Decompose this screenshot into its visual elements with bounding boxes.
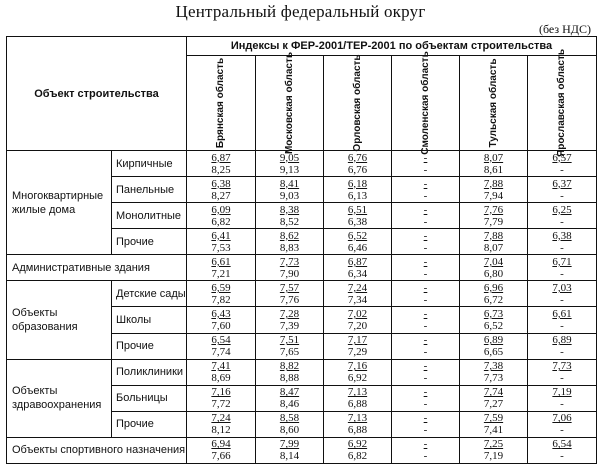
value-cell xyxy=(187,177,256,203)
value-bottom: 7,76 xyxy=(279,293,300,306)
value-top: 7,88 xyxy=(483,177,504,190)
value-top: 6,96 xyxy=(483,281,504,294)
subtype-label: Монолитные xyxy=(112,203,187,229)
value-bottom: 9,03 xyxy=(279,189,300,202)
value-bottom: 7,53 xyxy=(211,241,231,254)
value-cell xyxy=(256,229,324,255)
value-top: - xyxy=(423,151,428,164)
value-bottom: 6,80 xyxy=(483,267,504,280)
value-bottom: - xyxy=(560,163,564,176)
value-cell xyxy=(392,385,460,411)
value-top: 7,16 xyxy=(347,360,368,373)
value-bottom: 8,14 xyxy=(279,450,300,463)
table-body xyxy=(7,151,597,464)
vat-note: (без НДС) xyxy=(538,22,591,36)
value-bottom: - xyxy=(560,267,564,280)
region-header: Тульская область xyxy=(460,56,528,151)
value-cell xyxy=(392,281,460,307)
page-title: Центральный федеральный округ xyxy=(175,2,426,21)
value-cell xyxy=(256,177,324,203)
value-cell xyxy=(256,411,324,437)
table-row xyxy=(7,255,597,281)
value-bottom: 7,73 xyxy=(483,372,504,385)
value-cell xyxy=(256,307,324,333)
value-bottom: - xyxy=(560,320,564,332)
value-cell xyxy=(256,255,324,281)
value-top: - xyxy=(423,229,428,242)
value-bottom: 6,13 xyxy=(347,189,368,202)
value-cell xyxy=(187,385,256,411)
value-top: 9,05 xyxy=(279,151,300,164)
value-bottom: 8,46 xyxy=(279,398,300,411)
value-cell xyxy=(528,229,597,255)
value-top: 8,47 xyxy=(279,386,300,399)
value-cell xyxy=(460,281,528,307)
value-cell xyxy=(460,229,528,255)
group-label: Объекты образования xyxy=(7,281,112,359)
value-top: 6,57 xyxy=(552,151,572,164)
value-bottom: 8,69 xyxy=(211,372,231,385)
value-top: 6,54 xyxy=(211,334,231,347)
value-bottom: - xyxy=(423,267,428,280)
value-top: 6,41 xyxy=(211,229,231,242)
value-bottom: 7,90 xyxy=(279,267,300,280)
value-cell xyxy=(324,437,392,463)
value-bottom: 9,13 xyxy=(279,163,300,176)
value-bottom: 7,21 xyxy=(211,267,231,280)
value-top: 6,18 xyxy=(347,177,368,190)
value-cell xyxy=(324,255,392,281)
region-header: Орловская область xyxy=(324,56,392,151)
value-cell xyxy=(256,281,324,307)
value-bottom: - xyxy=(560,241,564,254)
value-cell xyxy=(460,177,528,203)
value-top: 6,89 xyxy=(552,334,572,347)
value-top: 6,37 xyxy=(552,177,572,190)
value-top: 7,73 xyxy=(279,255,300,268)
value-bottom: 7,74 xyxy=(211,346,231,359)
value-cell xyxy=(187,411,256,437)
value-top: 7,38 xyxy=(483,360,504,373)
value-top: 6,76 xyxy=(347,151,368,164)
value-top: 7,24 xyxy=(211,412,231,425)
value-bottom: - xyxy=(423,450,428,463)
value-bottom: - xyxy=(560,424,564,437)
value-top: 7,06 xyxy=(552,412,572,425)
value-bottom: 6,46 xyxy=(347,241,368,254)
value-bottom: 8,52 xyxy=(279,215,300,228)
value-cell xyxy=(460,203,528,229)
value-bottom: - xyxy=(560,398,564,411)
group-label: Объекты здравоохранения xyxy=(7,359,112,437)
value-cell xyxy=(187,281,256,307)
value-cell xyxy=(256,437,324,463)
value-bottom: 7,65 xyxy=(279,346,300,359)
value-top: 6,25 xyxy=(552,203,572,216)
value-top: 6,52 xyxy=(347,229,368,242)
value-bottom: - xyxy=(423,189,428,202)
value-top: 6,61 xyxy=(552,308,572,320)
value-bottom: 7,19 xyxy=(483,450,504,463)
subtype-label: Поликлиники xyxy=(112,359,187,385)
value-top: - xyxy=(423,308,428,320)
value-cell xyxy=(392,203,460,229)
value-cell xyxy=(460,411,528,437)
value-cell xyxy=(528,307,597,333)
value-cell xyxy=(256,359,324,385)
table-row xyxy=(7,359,597,385)
value-top: 7,16 xyxy=(211,386,231,399)
value-bottom: 7,20 xyxy=(347,320,368,332)
value-top: 6,61 xyxy=(211,255,231,268)
value-top: 6,92 xyxy=(347,438,368,451)
value-top: 7,25 xyxy=(483,438,504,451)
value-bottom: - xyxy=(423,320,428,332)
group-label: Объекты спортивного назначения xyxy=(7,437,187,463)
value-top: 8,82 xyxy=(279,360,300,373)
value-cell xyxy=(460,151,528,177)
value-cell xyxy=(392,333,460,359)
subtype-label: Прочие xyxy=(112,411,187,437)
subtype-label: Панельные xyxy=(112,177,187,203)
value-bottom: - xyxy=(423,424,428,437)
value-cell xyxy=(528,411,597,437)
indices-table xyxy=(6,36,597,464)
value-cell xyxy=(187,151,256,177)
value-bottom: - xyxy=(423,241,428,254)
value-top: - xyxy=(423,412,428,425)
value-bottom: 7,34 xyxy=(347,293,368,306)
table-row xyxy=(7,281,597,307)
value-cell xyxy=(324,281,392,307)
subtype-label: Школы xyxy=(112,307,187,333)
value-top: 7,41 xyxy=(211,360,231,373)
table-row xyxy=(7,151,597,177)
value-top: 7,99 xyxy=(279,438,300,451)
value-top: 7,28 xyxy=(279,308,300,320)
value-top: 8,07 xyxy=(483,151,504,164)
value-cell xyxy=(187,333,256,359)
value-top: 6,73 xyxy=(483,308,504,320)
value-cell xyxy=(392,411,460,437)
value-bottom: - xyxy=(560,215,564,228)
value-cell xyxy=(460,333,528,359)
value-bottom: 8,83 xyxy=(279,241,300,254)
value-cell xyxy=(324,385,392,411)
value-top: - xyxy=(423,255,428,268)
value-cell xyxy=(392,437,460,463)
value-cell xyxy=(187,203,256,229)
value-bottom: 6,65 xyxy=(483,346,504,359)
value-cell xyxy=(187,437,256,463)
value-cell xyxy=(392,177,460,203)
value-bottom: 8,25 xyxy=(211,163,231,176)
value-top: 7,59 xyxy=(483,412,504,425)
value-top: 7,13 xyxy=(347,412,368,425)
value-bottom: 7,60 xyxy=(211,320,231,332)
value-top: 7,02 xyxy=(347,308,368,320)
value-bottom: - xyxy=(423,163,428,176)
value-bottom: 6,82 xyxy=(211,215,231,228)
value-top: 8,62 xyxy=(279,229,300,242)
group-label: Административные здания xyxy=(7,255,187,281)
value-top: 7,51 xyxy=(279,334,300,347)
value-top: - xyxy=(423,386,428,399)
value-top: 8,38 xyxy=(279,203,300,216)
value-cell xyxy=(187,307,256,333)
value-top: - xyxy=(423,177,428,190)
value-cell xyxy=(392,229,460,255)
value-top: 6,54 xyxy=(552,438,572,451)
value-cell xyxy=(256,333,324,359)
value-top: 7,17 xyxy=(347,334,368,347)
value-cell xyxy=(324,333,392,359)
value-bottom: - xyxy=(423,293,428,306)
value-cell xyxy=(256,151,324,177)
value-cell xyxy=(460,359,528,385)
value-bottom: - xyxy=(560,450,564,463)
region-header: Ярославская область xyxy=(528,56,597,151)
value-cell xyxy=(528,359,597,385)
value-bottom: 8,60 xyxy=(279,424,300,437)
value-bottom: - xyxy=(560,293,564,306)
region-header: Смоленская область xyxy=(392,56,460,151)
value-cell xyxy=(187,255,256,281)
value-bottom: 6,82 xyxy=(347,450,368,463)
value-top: 7,19 xyxy=(552,386,572,399)
value-bottom: 7,29 xyxy=(347,346,368,359)
value-top: 6,51 xyxy=(347,203,368,216)
value-cell xyxy=(528,437,597,463)
value-cell xyxy=(324,411,392,437)
value-cell xyxy=(187,359,256,385)
value-cell xyxy=(256,385,324,411)
value-bottom: 8,07 xyxy=(483,241,504,254)
value-top: - xyxy=(423,203,428,216)
value-bottom: - xyxy=(423,346,428,359)
value-bottom: - xyxy=(423,215,428,228)
value-top: 6,94 xyxy=(211,438,231,451)
value-cell xyxy=(324,229,392,255)
value-top: 7,24 xyxy=(347,281,368,294)
value-cell xyxy=(392,359,460,385)
value-cell xyxy=(528,281,597,307)
value-bottom: 7,66 xyxy=(211,450,231,463)
header-indices: Индексы к ФЕР-2001/ТЕР-2001 по объектам строительства xyxy=(187,37,597,56)
value-top: 7,88 xyxy=(483,229,504,242)
value-cell xyxy=(324,203,392,229)
value-cell xyxy=(256,203,324,229)
value-bottom: 7,79 xyxy=(483,215,504,228)
value-top: - xyxy=(423,334,428,347)
value-top: 8,58 xyxy=(279,412,300,425)
value-cell xyxy=(324,359,392,385)
value-bottom: 8,27 xyxy=(211,189,231,202)
value-top: - xyxy=(423,281,428,294)
value-bottom: 6,34 xyxy=(347,267,368,280)
value-bottom: 7,72 xyxy=(211,398,231,411)
value-bottom: - xyxy=(560,189,564,202)
value-bottom: 8,12 xyxy=(211,424,231,437)
region-header: Брянская область xyxy=(187,56,256,151)
value-bottom: 6,88 xyxy=(347,424,368,437)
value-cell xyxy=(528,177,597,203)
value-bottom: 7,41 xyxy=(483,424,504,437)
value-cell xyxy=(460,255,528,281)
value-bottom: - xyxy=(560,372,564,385)
value-top: 7,76 xyxy=(483,203,504,216)
value-bottom: 6,76 xyxy=(347,163,368,176)
value-cell xyxy=(392,307,460,333)
group-label: Многоквартирные жилые дома xyxy=(7,151,112,255)
value-top: 6,71 xyxy=(552,255,572,268)
value-bottom: 6,52 xyxy=(483,320,504,332)
value-top: 6,38 xyxy=(211,177,231,190)
value-cell xyxy=(528,385,597,411)
region-header: Московская область xyxy=(256,56,324,151)
value-bottom: 7,27 xyxy=(483,398,504,411)
value-bottom: - xyxy=(423,372,428,385)
value-cell xyxy=(460,385,528,411)
value-top: 6,43 xyxy=(211,308,231,320)
value-top: 8,41 xyxy=(279,177,300,190)
value-bottom: 8,88 xyxy=(279,372,300,385)
value-top: 7,13 xyxy=(347,386,368,399)
value-cell xyxy=(324,177,392,203)
value-bottom: 7,94 xyxy=(483,189,504,202)
value-top: 7,73 xyxy=(552,360,572,373)
subtype-label: Больницы xyxy=(112,385,187,411)
header-object: Объект строительства xyxy=(7,37,187,151)
value-cell xyxy=(324,151,392,177)
value-top: 6,87 xyxy=(347,255,368,268)
value-bottom: 7,39 xyxy=(279,320,300,332)
subtype-label: Кирпичные xyxy=(112,151,187,177)
value-top: 7,04 xyxy=(483,255,504,268)
value-top: 6,38 xyxy=(552,229,572,242)
value-top: - xyxy=(423,360,428,373)
value-bottom: 6,38 xyxy=(347,215,368,228)
value-top: 6,09 xyxy=(211,203,231,216)
value-bottom: - xyxy=(423,398,428,411)
value-top: 7,57 xyxy=(279,281,300,294)
value-top: 7,03 xyxy=(552,281,572,294)
value-cell xyxy=(324,307,392,333)
value-top: - xyxy=(423,438,428,451)
value-cell xyxy=(187,229,256,255)
subtype-label: Прочие xyxy=(112,333,187,359)
value-bottom: 6,72 xyxy=(483,293,504,306)
value-top: 6,59 xyxy=(211,281,231,294)
value-cell xyxy=(528,203,597,229)
value-bottom: 8,61 xyxy=(483,163,504,176)
value-cell xyxy=(460,307,528,333)
table-row xyxy=(7,437,597,463)
value-top: 6,87 xyxy=(211,151,231,164)
value-bottom: 6,88 xyxy=(347,398,368,411)
value-bottom: 6,92 xyxy=(347,372,368,385)
value-cell xyxy=(528,333,597,359)
subtype-label: Детские сады xyxy=(112,281,187,307)
value-top: 7,74 xyxy=(483,386,504,399)
value-top: 6,89 xyxy=(483,334,504,347)
value-cell xyxy=(392,255,460,281)
value-bottom: 7,82 xyxy=(211,293,231,306)
value-cell xyxy=(528,255,597,281)
value-bottom: - xyxy=(560,346,564,359)
value-cell xyxy=(460,437,528,463)
subtype-label: Прочие xyxy=(112,229,187,255)
